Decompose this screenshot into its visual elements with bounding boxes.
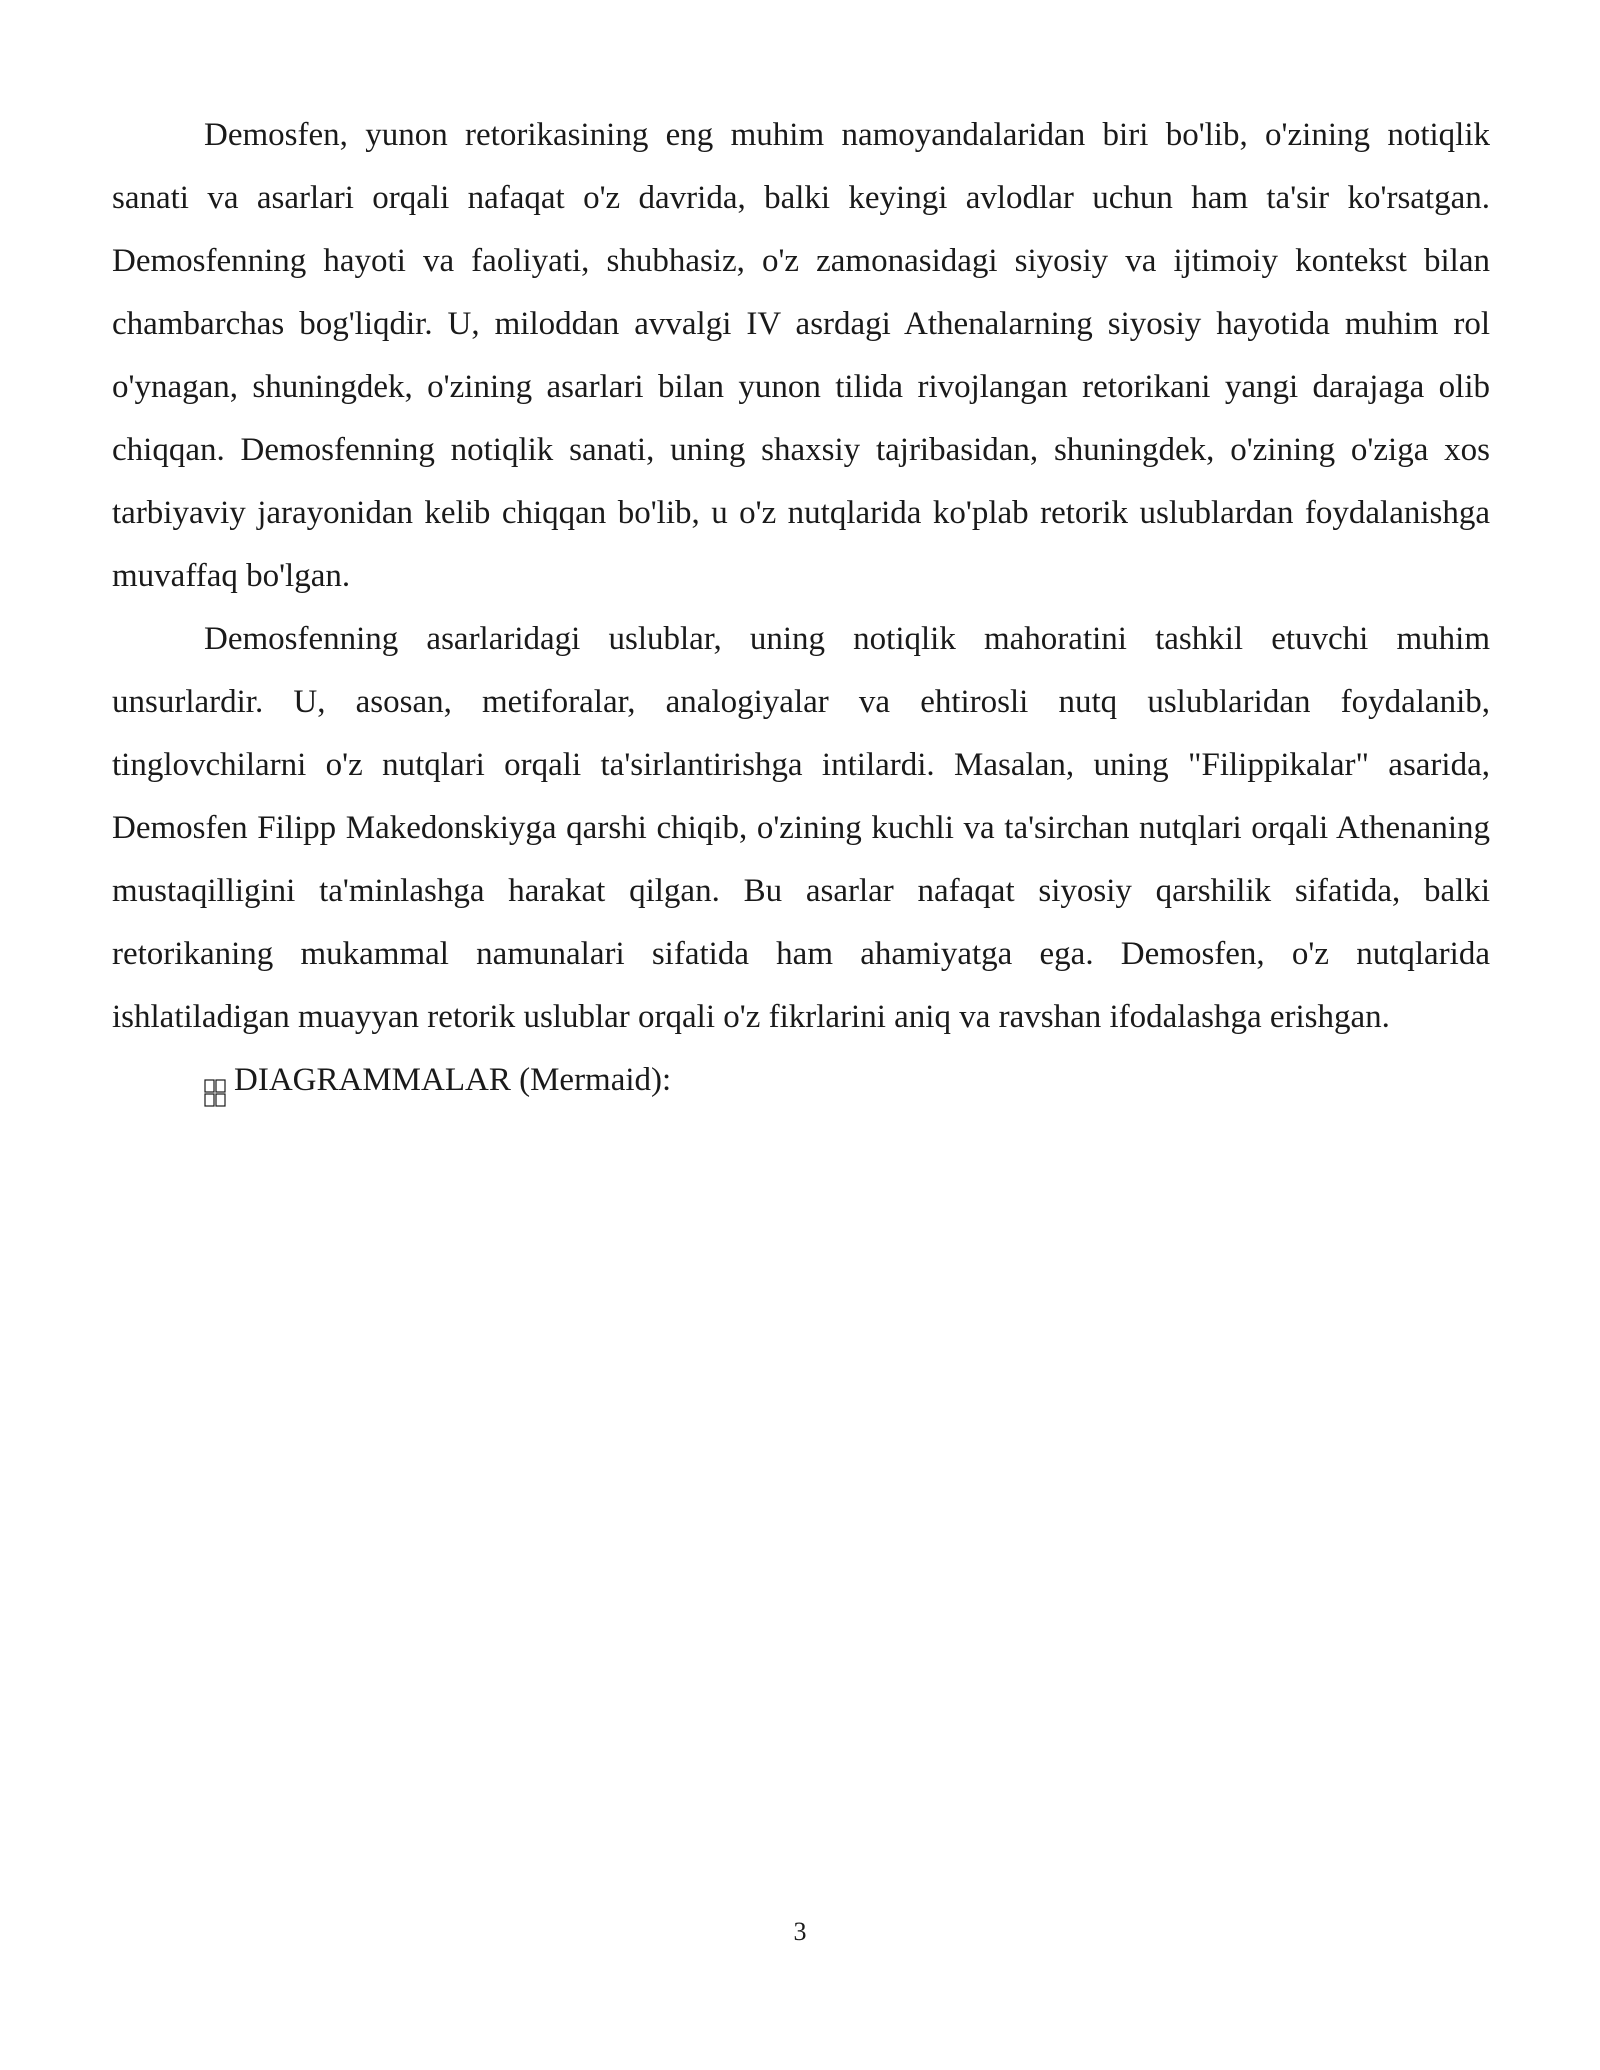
paragraph-demosfen-intro: Demosfen, yunon retorikasining eng muhim namoyandalaridan biri bo'lib, o'zining notiqlik sanati va asarlari orqali nafaqat o'z davrida, balki keyingi avlodlar uchun ham ta'sir ko'rsatgan. Demosfenning hayoti va faoliyati, shubhasiz, o'z zamonasidagi siyosiy va ijtimoiy kontekst bilan chambarchas bog'liqdir. U, miloddan avvalgi IV asrdagi Athenalarning siyosiy hayotida muhim rol o'ynagan, shuningdek, o'zining asarlari bilan yunon tilida rivojlangan retorikani yangi darajaga olib chiqqan. Demosfenning notiqlik sanati, uning shaxsiy tajribasidan, shuningdek, o'zining o'ziga xos tarbiyaviy jarayonidan kelib chiqqan bo'lib, u o'z nutqlarida ko'plab retorik uslublardan foydalanishga muvaffaq bo'lgan.	[112, 117, 1490, 594]
missing-glyph-icon	[204, 1066, 226, 1094]
diagram-heading	[112, 1049, 1490, 1112]
page-number: 3	[793, 1917, 807, 1946]
page-body	[112, 104, 1490, 1112]
paragraph-demosfen-styles: Demosfenning asarlaridagi uslublar, uning notiqlik mahoratini tashkil etuvchi muhim unsurlardir. U, asosan, metiforalar, analogiyalar va ehtirosli nutq uslublaridan foydalanib, tinglovchilarni o'z nutqlari orqali ta'sirlantirishga intilardi. Masalan, uning "Filippikalar" asarida, Demosfen Filipp Makedonskiyga qarshi chiqib, o'zining kuchli va ta'sirchan nutqlari orqali Athenaning mustaqilligini ta'minlashga harakat qilgan. Bu asarlar nafaqat siyosiy qarshilik sifatida, balki retorikaning mukammal namunalari sifatida ham ahamiyatga ega. Demosfen, o'z nutqlarida ishlatiladigan muayyan retorik uslublar orqali o'z fikrlarini aniq va ravshan ifodalashga erishgan.	[112, 621, 1490, 1035]
diagram-heading-text: DIAGRAMMALAR (Mermaid):	[234, 1062, 672, 1098]
